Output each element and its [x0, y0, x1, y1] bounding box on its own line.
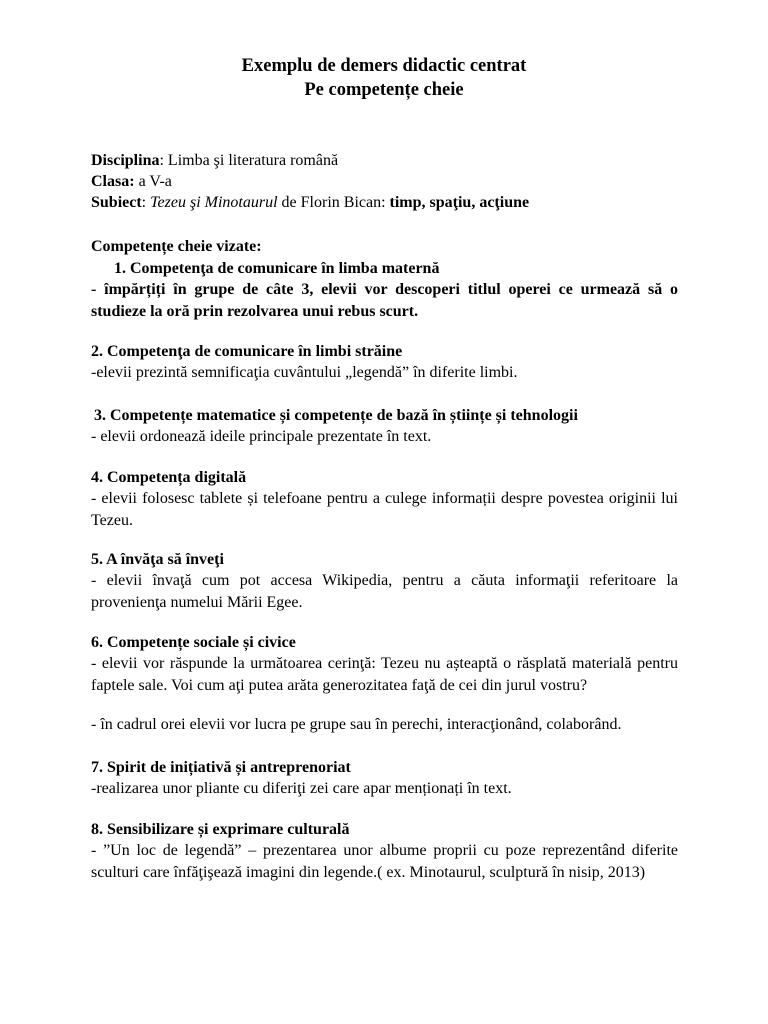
document-subtitle: Pe competențe cheie [304, 80, 464, 100]
section-heading: 3. Competențe matematice și competențe de bază în științe și tehnologii [94, 407, 578, 424]
section-text: -realizarea unor pliante cu diferiţi zei care apar menționați în text. [91, 780, 512, 797]
section-heading: 4. Competența digitală [91, 469, 247, 486]
subject-topics: timp, spaţiu, acţiune [389, 194, 530, 211]
section-heading: 1. Competenţa de comunicare în limba maternă [114, 260, 440, 277]
section-text-secondary: - în cadrul orei elevii vor lucra pe grupe sau în perechi, interacţionând, colaborând. [91, 716, 622, 733]
class-label: Clasa: [91, 173, 135, 190]
section-text: - ”Un loc de legendă” – prezentarea unor albume proprii cu poze reprezentând diferite sculturi care înfăţişează imagini din legende.( ex. Minotaurul, sculptură în nisip, 2013) [91, 842, 678, 881]
class-value: a V-a [134, 173, 172, 190]
section-heading: 2. Competenţa de comunicare în limbi străine [91, 343, 403, 360]
section-heading: 5. A învăţa să înveţi [91, 551, 224, 568]
section-text: - împărțiți în grupe de câte 3, elevii vor descoperi titlul operei ce urmează să o studieze la oră prin rezolvarea unui rebus scurt. [91, 281, 678, 320]
section-text: - elevii învaţă cum pot accesa Wikipedia, pentru a căuta informaţii referitoare la provenienţa numelui Mării Egee. [91, 572, 678, 611]
document-title: Exemplu de demers didactic centrat [241, 56, 527, 76]
subject-work: Tezeu şi Minotaurul [150, 194, 278, 211]
subject-separator: : [141, 194, 151, 211]
subject-label: Subiect [91, 194, 142, 211]
section-text: - elevii vor răspunde la următoarea cerinţă: Tezeu nu așteaptă o răsplată materială pentru faptele sale. Voi cum aţi putea arăta generozitatea faţă de cei din jurul vostru? [91, 655, 678, 694]
subject-author: de Florin Bican: [277, 194, 390, 211]
section-text: -elevii prezintă semnificaţia cuvântului „legendă” în diferite limbi. [91, 364, 518, 381]
competences-heading: Competențe cheie vizate: [91, 238, 262, 255]
section-heading: 7. Spirit de inițiativă și antreprenoriat [91, 759, 351, 776]
subject-line [91, 192, 529, 214]
discipline-line [91, 150, 338, 172]
section-heading: 6. Competențe sociale și civice [91, 634, 296, 651]
section-text: - elevii folosesc tablete și telefoane pentru a culege informații despre povestea originii lui Tezeu. [91, 490, 678, 529]
discipline-label: Disciplina [91, 152, 160, 169]
class-line [91, 171, 172, 193]
section-heading: 8. Sensibilizare și exprimare culturală [91, 821, 350, 838]
section-text: - elevii ordonează ideile principale prezentate în text. [91, 428, 432, 445]
discipline-value: : Limba şi literatura română [159, 152, 339, 169]
